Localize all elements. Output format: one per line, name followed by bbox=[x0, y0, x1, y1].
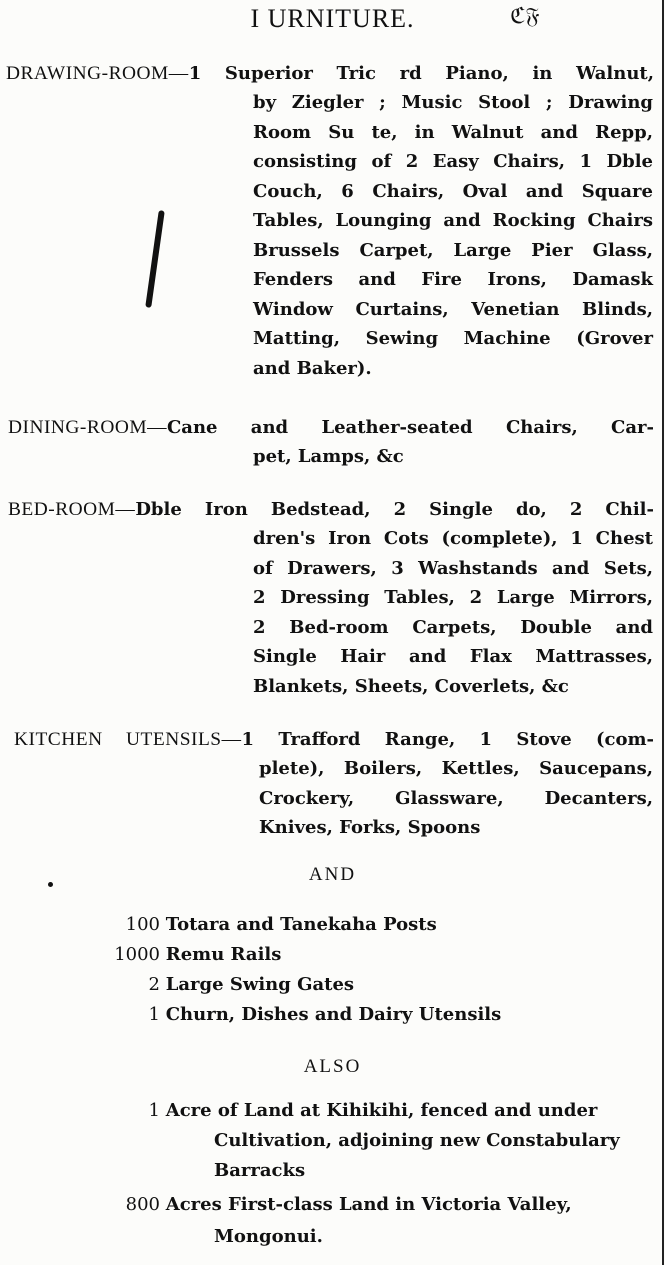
item-quantity: 800 bbox=[125, 1194, 160, 1215]
item-description: Acres First-class Land in Victoria Valley, bbox=[165, 1194, 572, 1215]
item-description: Barracks bbox=[214, 1160, 306, 1181]
page-title: I URNITURE. bbox=[250, 4, 415, 33]
item-description: Remu Rails bbox=[165, 944, 282, 965]
list-item bbox=[110, 974, 354, 995]
list-item bbox=[110, 1194, 572, 1215]
section-line: Blankets, Sheets, Coverlets, &c bbox=[253, 675, 569, 697]
section-first-line bbox=[8, 412, 654, 443]
section-kitchen-continued bbox=[259, 754, 653, 843]
section-line: consisting of 2 Easy Chairs, 1 Dble bbox=[253, 151, 653, 172]
list-item bbox=[110, 944, 281, 965]
section-line: by Ziegler ; Music Stool ; Drawing bbox=[253, 92, 653, 113]
section-lead: DRAWING-ROOM— bbox=[6, 63, 189, 84]
section-kitchen-utensils bbox=[14, 724, 654, 755]
section-line: 2 Dressing Tables, 2 Large Mirrors, bbox=[253, 587, 653, 608]
item-quantity: 2 bbox=[148, 974, 160, 995]
section-line: dren's Iron Cots (complete), 1 Chest bbox=[253, 528, 653, 549]
item-quantity: 1000 bbox=[114, 944, 160, 965]
section-drawing-room-continued bbox=[253, 88, 653, 383]
section-line: Room Su te, in Walnut and Repp, bbox=[253, 121, 653, 143]
section-line: plete), Boilers, Kettles, Saucepans, bbox=[259, 758, 653, 779]
section-line: Single Hair and Flax Mattrasses, bbox=[253, 646, 653, 667]
item-description: Churn, Dishes and Dairy Utensils bbox=[165, 1004, 502, 1025]
section-first-line bbox=[14, 724, 654, 755]
item-description: Totara and Tanekaha Posts bbox=[165, 914, 437, 935]
list-item-continued bbox=[214, 1130, 620, 1151]
section-line: and Baker). bbox=[253, 357, 372, 379]
list-item-continued bbox=[214, 1226, 323, 1247]
list-item bbox=[110, 914, 437, 935]
section-line: Tables, Lounging and Rocking Chairs bbox=[253, 210, 653, 231]
section-line: 1 Superior Tric rd Piano, in Walnut, bbox=[188, 63, 654, 84]
also-heading: ALSO bbox=[303, 1056, 362, 1077]
section-line: Couch, 6 Chairs, Oval and Square bbox=[253, 180, 653, 202]
section-line: Crockery, Glassware, Decanters, bbox=[259, 787, 653, 809]
item-quantity: 1 bbox=[148, 1004, 160, 1025]
section-lead: BED-ROOM— bbox=[8, 499, 136, 520]
section-line: Matting, Sewing Machine (Grover bbox=[253, 328, 653, 349]
section-line: Knives, Forks, Spoons bbox=[259, 817, 481, 838]
section-dining-room bbox=[8, 412, 654, 443]
item-description: Mongonui. bbox=[214, 1226, 323, 1247]
section-dining-room-continued bbox=[253, 442, 653, 472]
handwritten-stroke-mark bbox=[145, 210, 165, 308]
corner-ink-mark: ℭ𝔉 bbox=[510, 4, 540, 29]
section-first-line bbox=[6, 58, 654, 89]
section-line: of Drawers, 3 Washstands and Sets, bbox=[253, 557, 653, 579]
section-line: Fenders and Fire Irons, Damask bbox=[253, 269, 653, 290]
section-drawing-room bbox=[6, 58, 654, 89]
list-item bbox=[110, 1004, 501, 1025]
section-bed-room-continued bbox=[253, 524, 653, 701]
section-line: Cane and Leather-seated Chairs, Car- bbox=[166, 417, 654, 438]
section-line: 1 Trafford Range, 1 Stove (com- bbox=[241, 729, 654, 750]
section-first-line bbox=[8, 494, 654, 525]
section-line: pet, Lamps, &c bbox=[253, 446, 404, 467]
and-heading: AND bbox=[308, 864, 357, 885]
section-line: Brussels Carpet, Large Pier Glass, bbox=[253, 239, 653, 261]
item-description: Acre of Land at Kihikihi, fenced and under bbox=[165, 1100, 598, 1121]
item-description: Cultivation, adjoining new Constabulary bbox=[214, 1130, 620, 1151]
item-description: Large Swing Gates bbox=[165, 974, 355, 995]
section-line: 2 Bed-room Carpets, Double and bbox=[253, 616, 653, 638]
list-item-continued bbox=[214, 1160, 305, 1181]
item-quantity: 100 bbox=[125, 914, 160, 935]
section-lead: KITCHEN UTENSILS— bbox=[14, 729, 242, 750]
section-line: Window Curtains, Venetian Blinds, bbox=[253, 298, 653, 320]
item-quantity: 1 bbox=[148, 1100, 160, 1121]
section-line: Dble Iron Bedstead, 2 Single do, 2 Chil- bbox=[135, 499, 654, 520]
list-item bbox=[110, 1100, 597, 1121]
section-bed-room bbox=[8, 494, 654, 525]
section-lead: DINING-ROOM— bbox=[8, 417, 167, 438]
